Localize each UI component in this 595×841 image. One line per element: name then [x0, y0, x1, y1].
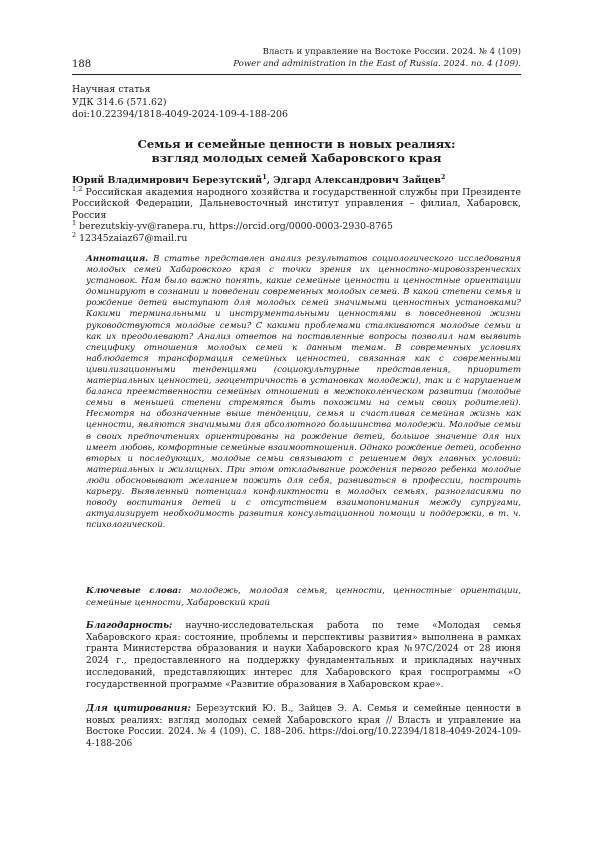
acknowledgments-text: научно-исследовательская работа по теме «Молодая семья Хабаровского края: состояние, проблемы и перспективы развития» выполнена в рамках гранта Министерства образования и науки Хабаровского края №97С/2024 от 28 июня 2024 г., предоставленного на поддержку фундаментальных и прикладных научных исследований, представляющих интерес для Хабаровского края госпрограммы «О государственной программе «Развитие образования в Хабаровском крае».	[86, 621, 521, 690]
email-1-sup: 1	[72, 219, 77, 228]
email-2-text[interactable]: 12345zaiaz67@mail.ru	[79, 232, 188, 244]
journal-title-ru: Власть и управление на Востоке России. 2024. № 4 (109)	[262, 47, 521, 57]
acknowledgments	[86, 621, 521, 691]
journal-title-en: Power and administration in the East of Russia. 2024. no. 4 (109).	[233, 58, 521, 69]
citation-label: Для цитирования:	[86, 704, 191, 714]
journal-info	[233, 47, 521, 70]
affiliation	[72, 184, 521, 222]
article-meta	[72, 84, 288, 122]
abstract	[86, 254, 521, 531]
keywords-label: Ключевые слова:	[86, 586, 182, 596]
email-1	[72, 221, 521, 233]
author-1: Юрий Владимирович Березутский	[72, 175, 263, 186]
abstract-label: Аннотация.	[86, 254, 149, 264]
email-2-sup: 2	[72, 230, 77, 239]
author-separator: ,	[266, 175, 274, 186]
affiliation-sup: 1,2	[72, 184, 83, 193]
doi[interactable]: doi:10.22394/1818-4049-2024-109-4-188-206	[72, 109, 288, 121]
title-line-2: взгляд молодых семей Хабаровского края	[151, 151, 442, 165]
abstract-text: В статье представлен анализ результатов социологического исследования молодых семей Хабаровского края с точки зрения их ценностно-мировоззренческих установок. Нам было важно понять, какие семейные ценности и ценностные ориентации доминируют в сознании и поведении современных молодых семей. В какой степени семья и рождение детей выступают для молодых семей значимыми ценностных установками? Какими терминальными и инструментальными ценностями в повседневной жизни руководствуются молодые семьи? С какими проблемами сталкиваются молодые семьи и как их преодолевают? Анализ ответов на поставленные вопросы позволил нам выявить специфику отношения молодых семей к данным темам. В современных условиях наблюдается трансформация семейных ценностей, связанная как с современными цивилизационными тенденциями (социокультурные представления, приоритет материальных ценностей, эгоцентричность в установках молодежи), так и с нарушением баланса преемственности семейных отношений в межпоколенческом развитии (молодые семьи в меньшей степени стремятся быть похожими на семьи своих родителей). Несмотря на обозначенные выше тенденции, семья и счастливая семейная жизнь как ценности, являются значимыми для абсолютного большинства молодежи. Молодые семьи в своих предпочтениях ориентированы на рождение детей, большое значение для них имеет любовь, комфортные семейные взаимоотношения. Однако рождение детей, особенно вторых и последующих, молодые семьи связывают с решением двух главных условий: материальных и жилищных. При этом откладывание рождения первого ребенка молодые люди обосновывают желанием пожить для себя, развиваться в профессии, построить карьеру. Выявленный потенциал конфликтности в молодых семьях, разногласиями по поводу воспитания детей и с отсутствием взаимопонимания между супругами, актуализирует необходимость развития консультационной помощи и поддержки, в т. ч. психологической.	[86, 254, 522, 531]
page-number: 188	[72, 59, 92, 70]
author-2-sup: 2	[440, 172, 446, 181]
author-2: Эдгард Александрович Зайцев	[273, 175, 441, 186]
running-header	[72, 44, 521, 75]
affiliation-text: Российская академия народного хозяйства и государственной службы при Президенте Российской Федерации, Дальневосточный институт управления – филиал, Хабаровск, Россия	[72, 186, 521, 221]
citation-text: Березутский Ю. В., Зайцев Э. А. Семья и семейные ценности в новых реалиях: взгляд молодых семей Хабаровского края // Власть и управление на Востоке России. 2024. № 4 (109). С. 188–206. https://doi.org/10.22394/1818-4049-2024-109-4-188-206	[86, 704, 521, 750]
authors-block	[72, 172, 521, 245]
keywords-text: молодежь, молодая семья, ценности, ценностные ориентации, семейные ценности, Хабаровский край	[86, 586, 522, 608]
article-title	[72, 137, 521, 165]
email-1-text[interactable]: berezutskiy-yv@ranepa.ru, https://orcid.org/0000-0003-2930-8765	[79, 221, 393, 233]
keywords	[86, 586, 521, 609]
email-2	[72, 230, 521, 245]
citation	[86, 704, 521, 751]
author-1-sup: 1	[262, 172, 267, 181]
title-line-1: Семья и семейные ценности в новых реалиях:	[137, 137, 456, 151]
author-names	[72, 172, 521, 187]
acknowledgments-label: Благодарность:	[86, 621, 173, 631]
article-type: Научная статья	[72, 84, 151, 95]
udc-code: УДК 314.6 (571.62)	[72, 96, 167, 108]
